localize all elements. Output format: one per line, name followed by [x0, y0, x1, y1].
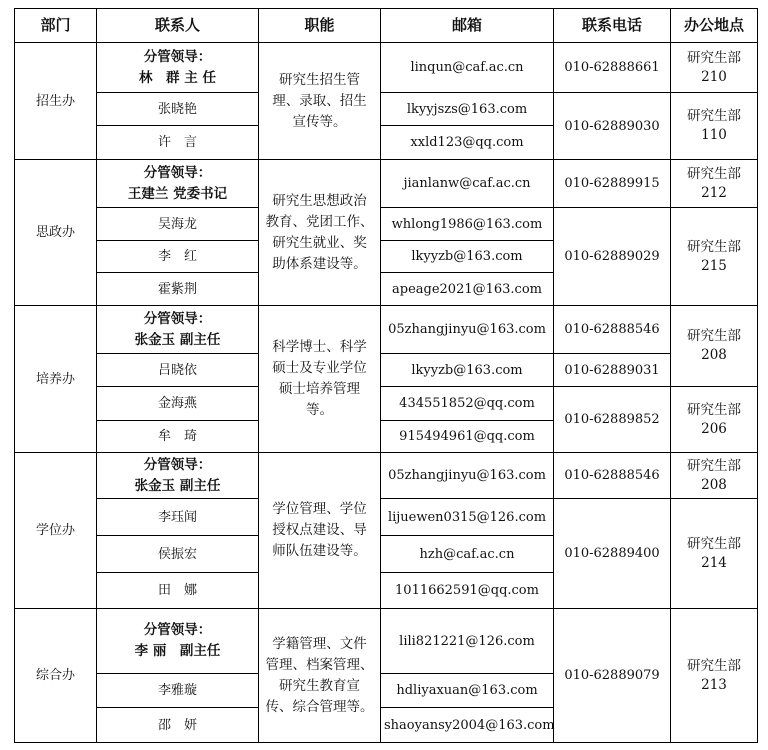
contact-name: 吕晓依 [97, 354, 259, 387]
email-address: 915494961@qq.com [381, 421, 554, 453]
email-address: whlong1986@163.com [381, 208, 554, 241]
table-row [15, 499, 758, 536]
contact-name: 李珏闻 [97, 499, 259, 536]
office-location: 研究生部 213 [671, 609, 758, 743]
department-name: 学位办 [15, 453, 97, 609]
phone-number: 010-62889031 [554, 354, 671, 387]
header-row [15, 9, 758, 43]
leader-label: 分管领导： [143, 310, 212, 327]
phone-number: 010-62889079 [554, 609, 671, 743]
email-address: shaoyansy2004@163.com [381, 708, 554, 743]
leader-name: 王建兰 党委书记 [127, 185, 228, 202]
office-location: 研究生部 208 [671, 306, 758, 387]
table-row [15, 354, 758, 387]
contact-name: 田 娜 [97, 573, 259, 609]
department-name: 综合办 [15, 609, 97, 743]
phone-number: 010-62889030 [554, 93, 671, 160]
office-location: 研究生部 110 [671, 93, 758, 160]
office-location: 研究生部 206 [671, 387, 758, 453]
leader-cell [97, 306, 259, 354]
header-dept: 部门 [15, 9, 97, 43]
phone-number: 010-62889400 [554, 499, 671, 609]
email-address: lkyyzb@163.com [381, 354, 554, 387]
function-description: 学籍管理、文件 管理、档案管理、 研究生教育宣 传、综合管理等。 [259, 609, 381, 743]
email-address: lkyyzb@163.com [381, 241, 554, 273]
phone-number: 010-62888546 [554, 453, 671, 499]
email-address: jianlanw@caf.ac.cn [381, 160, 554, 208]
contact-name: 霍紫荆 [97, 273, 259, 306]
leader-label: 分管领导： [143, 164, 212, 181]
office-location: 研究生部 210 [671, 43, 758, 93]
contact-name: 许 言 [97, 126, 259, 160]
leader-name: 张金玉 副主任 [134, 477, 221, 494]
table-row [15, 453, 758, 499]
table-row [15, 208, 758, 241]
header-function: 职能 [259, 9, 381, 43]
contact-name: 牟 琦 [97, 421, 259, 453]
header-email: 邮箱 [381, 9, 554, 43]
department-name: 招生办 [15, 43, 97, 160]
email-address: 05zhangjinyu@163.com [381, 306, 554, 354]
email-address: lijuewen0315@126.com [381, 499, 554, 536]
office-location: 研究生部 214 [671, 499, 758, 609]
phone-number: 010-62889915 [554, 160, 671, 208]
leader-cell [97, 160, 259, 208]
header-phone: 联系电话 [554, 9, 671, 43]
leader-cell [97, 43, 259, 93]
email-address: lili821221@126.com [381, 609, 554, 674]
contact-table [14, 8, 758, 743]
email-address: xxld123@qq.com [381, 126, 554, 160]
department-name: 培养办 [15, 306, 97, 453]
leader-label: 分管领导： [143, 622, 212, 638]
email-address: 1011662591@qq.com [381, 573, 554, 609]
contact-name: 侯振宏 [97, 536, 259, 573]
table-row [15, 306, 758, 354]
leader-cell [97, 609, 259, 674]
phone-number: 010-62889852 [554, 387, 671, 453]
phone-number: 010-62889029 [554, 208, 671, 306]
department-name: 思政办 [15, 160, 97, 306]
email-address: apeage2021@163.com [381, 273, 554, 306]
phone-number: 010-62888546 [554, 306, 671, 354]
function-description: 学位管理、学位 授权点建设、导 师队伍建设等。 [259, 453, 381, 609]
email-address: linqun@caf.ac.cn [381, 43, 554, 93]
email-address: 434551852@qq.com [381, 387, 554, 421]
function-description: 科学博士、科学 硕士及专业学位 硕士培养管理 等。 [259, 306, 381, 453]
contact-name: 吴海龙 [97, 208, 259, 241]
function-description: 研究生招生管 理、录取、招生 宣传等。 [259, 43, 381, 160]
contact-name: 金海燕 [97, 387, 259, 421]
table-row [15, 387, 758, 421]
table-row [15, 160, 758, 208]
leader-name: 李 丽 副主任 [134, 643, 221, 659]
phone-number: 010-62888661 [554, 43, 671, 93]
office-location: 研究生部 215 [671, 208, 758, 306]
contact-name: 张晓艳 [97, 93, 259, 126]
leader-name: 张金玉 副主任 [134, 331, 221, 348]
leader-name: 林 群 主 任 [139, 69, 216, 86]
table-row [15, 43, 758, 93]
leader-label: 分管领导： [143, 48, 212, 65]
email-address: lkyyjszs@163.com [381, 93, 554, 126]
table-row [15, 93, 758, 126]
leader-cell [97, 453, 259, 499]
office-location: 研究生部 208 [671, 453, 758, 499]
contact-name: 李 红 [97, 241, 259, 273]
email-address: hdliyaxuan@163.com [381, 674, 554, 708]
leader-label: 分管领导： [143, 456, 212, 473]
header-contact: 联系人 [97, 9, 259, 43]
email-address: 05zhangjinyu@163.com [381, 453, 554, 499]
contact-name: 邵 妍 [97, 708, 259, 743]
table-row [15, 609, 758, 674]
email-address: hzh@caf.ac.cn [381, 536, 554, 573]
contact-name: 李雅璇 [97, 674, 259, 708]
header-location: 办公地点 [671, 9, 758, 43]
function-description: 研究生思想政治 教育、党团工作、 研究生就业、奖 助体系建设等。 [259, 160, 381, 306]
office-location: 研究生部 212 [671, 160, 758, 208]
